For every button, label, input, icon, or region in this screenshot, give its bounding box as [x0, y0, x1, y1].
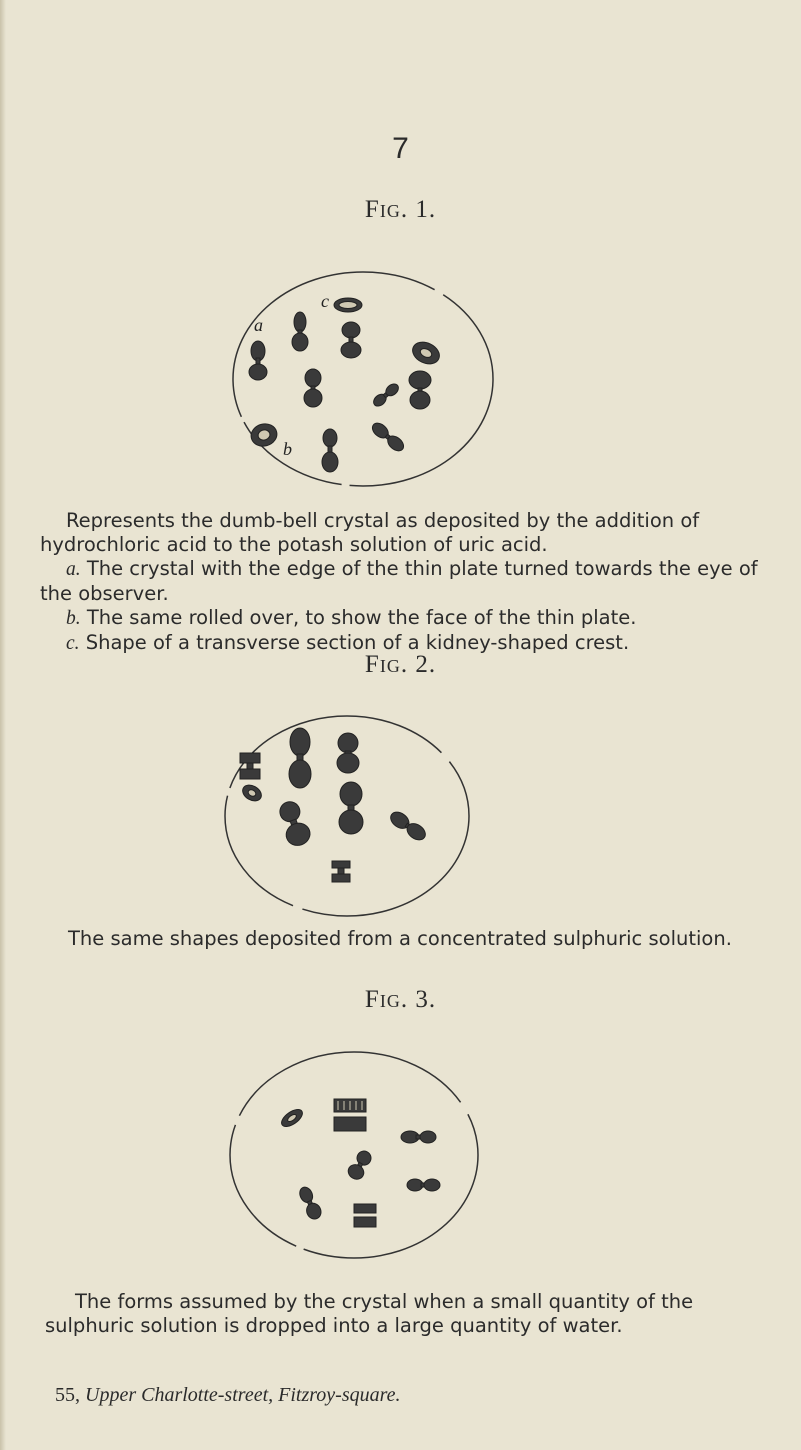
figure-1-label-a: a [254, 315, 263, 335]
figure-1-caption [40, 509, 760, 656]
crystal-a1 [249, 341, 267, 380]
crystal-f3-3 [401, 1131, 436, 1143]
item-text-c: Shape of a transverse section of a kidney-shaped crest. [85, 631, 630, 654]
crystal-b [249, 421, 280, 449]
crystal-6 [371, 382, 400, 409]
crystal-f2-4 [240, 782, 264, 804]
crystal-f2-6 [275, 798, 313, 848]
address-street: Upper Charlotte-street, Fitzroy-square. [85, 1384, 401, 1406]
figure-3-caption [45, 1290, 765, 1338]
crystal-f3-2 [334, 1099, 366, 1131]
crystal-f3-1 [279, 1106, 306, 1130]
crystal-10 [370, 420, 407, 454]
crystal-4 [409, 338, 443, 368]
figure-2-plate [212, 708, 482, 930]
figure-2-caption [68, 927, 788, 951]
crystal-f3-6 [354, 1204, 376, 1227]
item-text-a: The crystal with the edge of the thin plate turned towards the eye of the observer. [40, 557, 758, 605]
publisher-address [55, 1384, 401, 1407]
figure-3-title: Fig. 3. [364, 986, 437, 1013]
item-letter-c: c. [66, 633, 80, 654]
figure-1-caption-item-a [40, 557, 760, 606]
crystal-3 [341, 322, 361, 358]
figure-3-caption-text: The forms assumed by the crystal when a small quantity of the sulphuric solution is dropped into a large quantity of water. [45, 1290, 694, 1337]
crystal-a2 [292, 312, 308, 351]
item-text-b: The same rolled over, to show the face of the thin plate. [86, 606, 637, 629]
item-letter-a: a. [66, 559, 81, 580]
figure-1-label-b: b [283, 439, 292, 459]
crystal-f2-1 [240, 753, 260, 779]
crystal-5 [304, 369, 322, 407]
address-number: 55, [55, 1384, 80, 1406]
figure-2-caption-text: The same shapes deposited from a concentrated sulphuric solution. [68, 927, 732, 950]
figure-1-caption-item-b [40, 606, 760, 631]
crystal-f2-2 [289, 728, 311, 788]
figure-1-label-c: c [321, 291, 329, 311]
figure-3-plate [218, 1045, 490, 1270]
crystal-c [334, 298, 362, 312]
crystal-f2-3 [337, 733, 359, 773]
crystal-f2-7 [388, 809, 429, 843]
page-number: 7 [392, 132, 409, 165]
figure-2-title: Fig. 2. [364, 651, 437, 678]
figure-1-caption-intro: Represents the dumb-bell crystal as deposited by the addition of hydrochloric acid to the potash solution of uric acid. [40, 509, 700, 556]
crystal-f2-5 [339, 782, 363, 834]
crystal-f3-7 [407, 1179, 440, 1191]
crystal-7 [409, 371, 431, 409]
figure-1-plate [218, 265, 508, 497]
crystal-f3-4 [346, 1148, 375, 1182]
crystal-f2-8 [332, 861, 350, 882]
figure-1-title: Fig. 1. [364, 196, 437, 223]
item-letter-b: b. [66, 608, 81, 629]
crystal-9 [322, 429, 338, 472]
crystal-f3-5 [296, 1185, 323, 1222]
